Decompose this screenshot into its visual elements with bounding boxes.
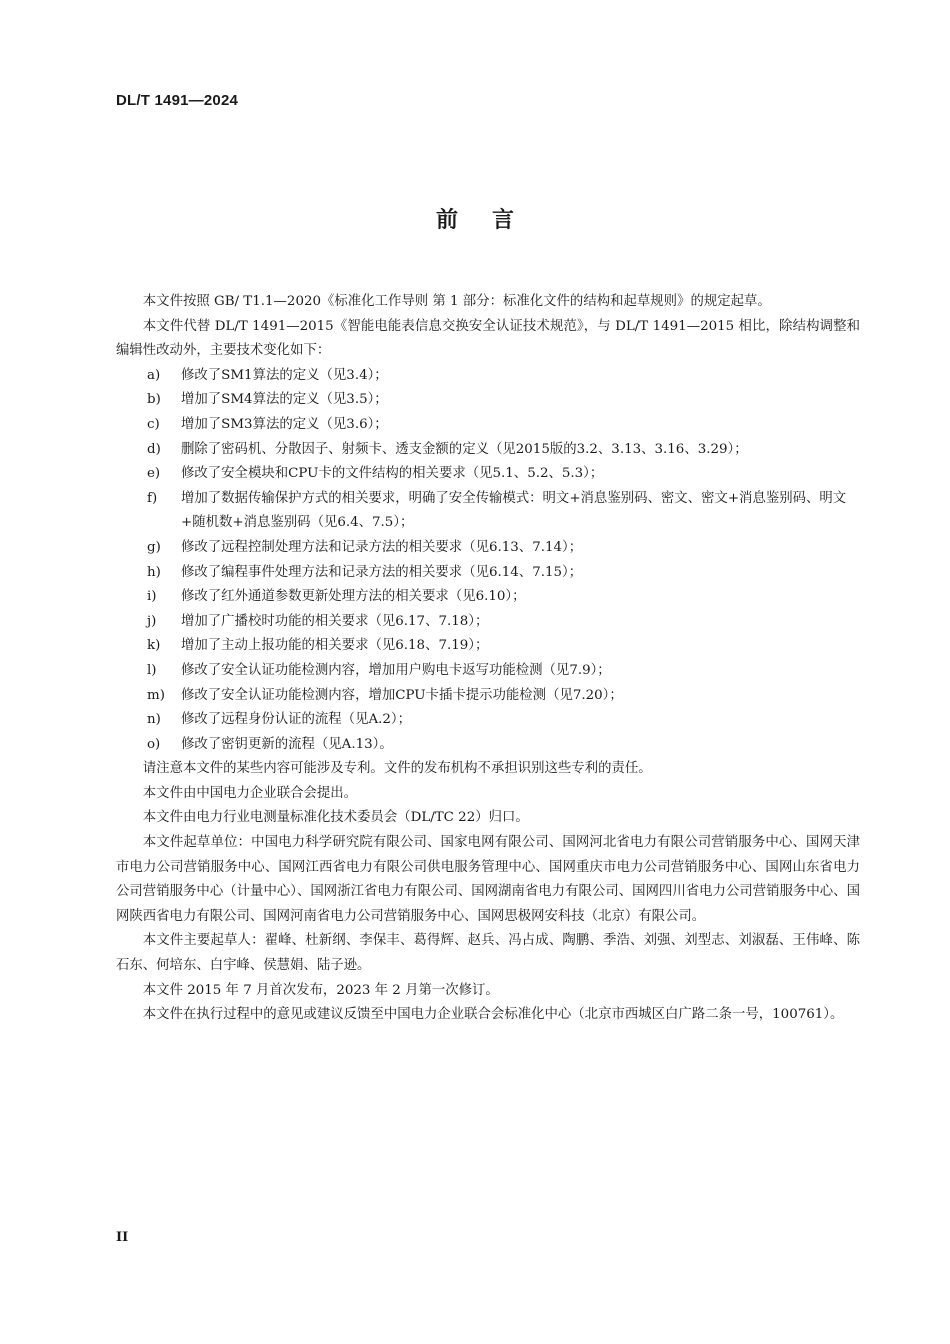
list-item-text: 增加了广播校时功能的相关要求（见6.17、7.18）； <box>181 613 489 629</box>
paragraph-patent-notice: 请注意本文件的某些内容可能涉及专利。文件的发布机构不承担识别这些专利的责任。 <box>142 761 652 777</box>
paragraph-replacement: 本文件代替 DL/T 1491—2015《智能电能表信息交换安全认证技术规范》，与 DL/T 1491—2015 相比，除结构调整和编辑性改动外，主要技术变化如下： <box>116 318 860 359</box>
list-item-label: d) <box>147 441 161 457</box>
list-item <box>116 536 860 561</box>
list-item-label: m) <box>147 687 165 703</box>
list-item-label: a) <box>147 367 161 383</box>
list-item-label: g) <box>147 539 161 555</box>
list-item <box>116 561 860 586</box>
list-item-text: 修改了安全认证功能检测内容，增加用户购电卡返写功能检测（见7.9）； <box>181 662 611 678</box>
list-item-text: 增加了主动上报功能的相关要求（见6.18、7.19）； <box>181 638 489 654</box>
list-item-text: 增加了SM4算法的定义（见3.5）； <box>181 392 388 408</box>
list-item <box>116 487 860 536</box>
list-item-label: n) <box>147 712 161 728</box>
list-item-text: 修改了红外通道参数更新处理方法的相关要求（见6.10）； <box>181 589 526 605</box>
changes-list <box>116 364 860 758</box>
paragraph-committee: 本文件由电力行业电测量标准化技术委员会（DL/TC 22）归口。 <box>142 810 529 826</box>
list-item-text: 修改了编程事件处理方法和记录方法的相关要求（见6.14、7.15）； <box>181 564 583 580</box>
list-item-text: 修改了密钥更新的流程（见A.13）。 <box>181 736 393 752</box>
list-item-label: j) <box>147 613 157 629</box>
paragraph-drafting-rules: 本文件按照 GB/ T1.1—2020《标准化工作导则 第 1 部分：标准化文件的结构和起草规则》的规定起草。 <box>142 294 771 309</box>
list-item-label: o) <box>147 736 161 752</box>
list-item-label: c) <box>147 416 160 432</box>
standard-code-header: DL/T 1491—2024 <box>116 92 239 109</box>
list-item <box>116 733 860 758</box>
list-item <box>116 462 860 487</box>
list-item-label: b) <box>147 392 161 408</box>
list-item <box>116 364 860 389</box>
list-item <box>116 684 860 709</box>
list-item-label: k) <box>147 638 161 654</box>
list-item-label: f) <box>147 490 158 506</box>
list-item <box>116 708 860 733</box>
list-item-text: 删除了密码机、分散因子、射频卡、透支金额的定义（见2015版的3.2、3.13、3.16、3.29）； <box>181 441 748 457</box>
list-item-label: h) <box>147 564 161 580</box>
list-item-label: l) <box>147 662 157 678</box>
list-item-label: i) <box>147 589 157 605</box>
paragraph-drafting-units: 本文件起草单位：中国电力科学研究院有限公司、国家电网有限公司、国网河北省电力有限公司营销服务中心、国网天津市电力公司营销服务中心、国网江西省电力有限公司供电服务管理中心、国网重庆市电力公司营销服务中心、国网山东省电力公司营销服务中心（计量中心）、国网浙江省电力有限公司、国网湖南省电力有限公司、国网四川省电力公司营销服务中心、国网陕西省电力有限公司、国网河南省电力公司营销服务中心、国网思极网安科技（北京）有限公司。 <box>116 835 860 924</box>
list-item <box>116 659 860 684</box>
list-item <box>116 438 860 463</box>
list-item-label: e) <box>147 466 161 482</box>
list-item-text: 修改了远程身份认证的流程（见A.2）； <box>181 712 411 728</box>
list-item <box>116 388 860 413</box>
paragraph-feedback: 本文件在执行过程中的意见或建议反馈至中国电力企业联合会标准化中心（北京市西城区白广路二条一号，100761）。 <box>142 1007 844 1023</box>
list-item-text: 修改了安全模块和CPU卡的文件结构的相关要求（见5.1、5.2、5.3）； <box>181 466 604 482</box>
paragraph-proposer: 本文件由中国电力企业联合会提出。 <box>142 785 358 801</box>
list-item-text: 修改了远程控制处理方法和记录方法的相关要求（见6.13、7.14）； <box>181 539 583 555</box>
list-item-text: 增加了数据传输保护方式的相关要求，明确了安全传输模式：明文+消息鉴别码、密文、密文+消息鉴别码、明文+随机数+消息鉴别码（见6.4、7.5）； <box>181 490 847 531</box>
list-item <box>116 610 860 635</box>
list-item <box>116 634 860 659</box>
list-item-text: 修改了安全认证功能检测内容，增加CPU卡插卡提示功能检测（见7.20）； <box>181 687 623 703</box>
paragraph-drafters: 本文件主要起草人：翟峰、杜新纲、李保丰、葛得辉、赵兵、冯占成、陶鹏、季浩、刘强、刘型志、刘淑磊、王伟峰、陈石东、何培东、白宇峰、侯慧娟、陆子逊。 <box>116 933 860 974</box>
list-item <box>116 413 860 438</box>
page-title: 前言 <box>435 208 548 233</box>
list-item-text: 修改了SM1算法的定义（见3.4）； <box>181 367 388 383</box>
list-item <box>116 585 860 610</box>
paragraph-history: 本文件 2015 年 7 月首次发布，2023 年 2 月第一次修订。 <box>142 982 499 998</box>
page-number: II <box>116 1230 129 1245</box>
foreword-body <box>116 290 860 1028</box>
list-item-text: 增加了SM3算法的定义（见3.6）； <box>181 416 388 432</box>
